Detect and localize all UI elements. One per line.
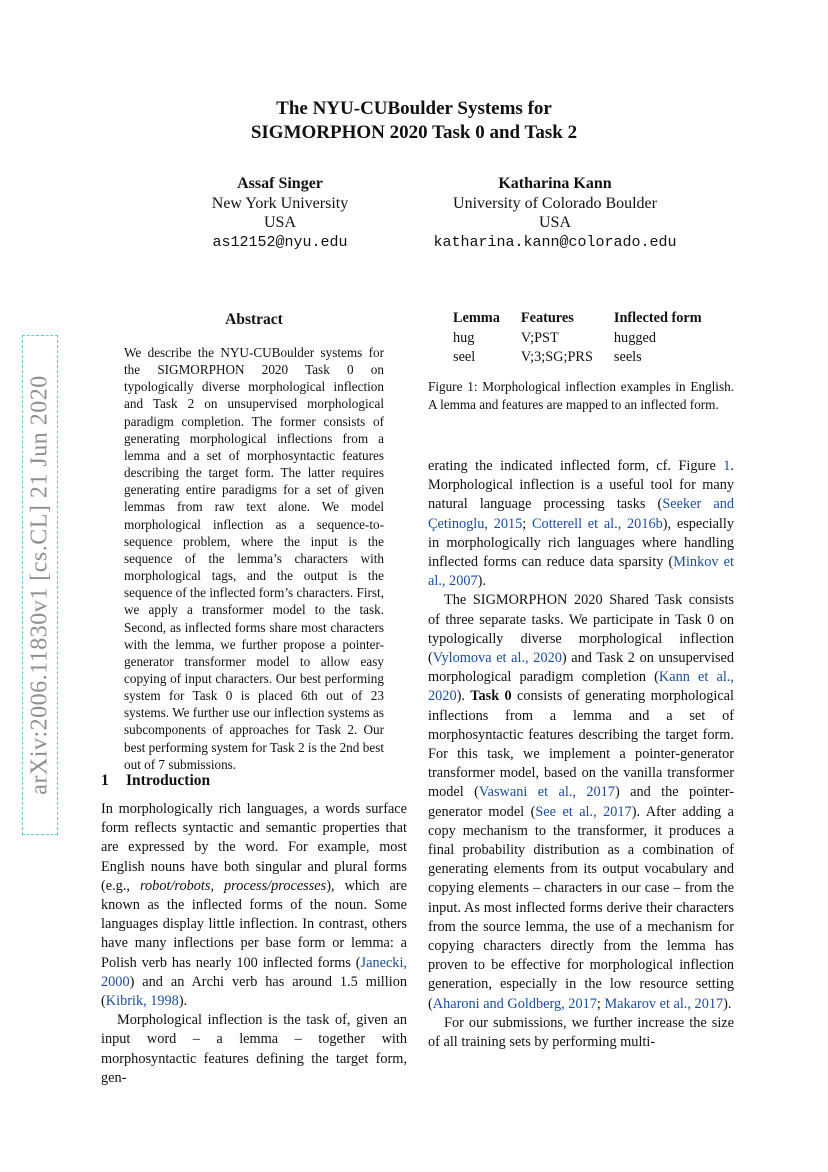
section-title: Introduction [126, 772, 211, 789]
abstract-text: We describe the NYU-CUBoulder systems for the SIGMORPHON 2020 Task 0 on typologically diverse morphological inflection and Task 2 on unsupervised morphological paradigm completion. The former consists of generating morphological inflections from a lemma and a set of morphosyntactic features describing the target form. The latter requires generating entire paradigms for a set of given lemmas from raw text alone. We model morphological inflection as a sequence-to-sequence problem, where the input is the sequence of the lemma’s characters with morphological tags, and the output is the sequence of the inflected form’s characters. First, we apply a transformer model to the task. Second, as inflected forms share most characters with the lemma, we further propose a pointer-generator transformer model to allow easy copying of input characters. Our best performing system for Task 0 is placed 6th out of 23 systems. We further use our inflection systems as subcomponents of approaches for Task 2. Our best performing system for Task 2 is the 2nd best out of 7 submissions. [124, 345, 384, 772]
figure-link[interactable]: 1 [723, 458, 731, 474]
table-cell: hug [453, 330, 475, 346]
title-line-1: The NYU-CUBoulder Systems for [276, 98, 552, 119]
citation-link[interactable]: Minkov et al., 2007 [428, 554, 734, 590]
bold-term: Task 0 [470, 688, 512, 705]
example-text: robot/robots [140, 877, 211, 894]
citation-link[interactable]: Vaswani et al., 2017 [478, 784, 615, 801]
author-block-1 [180, 174, 380, 252]
table-cell: V;3;SG;PRS [520, 349, 593, 365]
section-number: 1 [101, 772, 109, 789]
right-column-text [428, 457, 734, 1052]
table-cell: seels [613, 349, 642, 365]
left-column-text [101, 800, 407, 1088]
column-header: Lemma [453, 310, 500, 326]
column-header: Inflected form [613, 310, 702, 326]
author-country: USA [538, 214, 571, 232]
author-name: Assaf Singer [237, 175, 323, 192]
section-heading [101, 772, 210, 790]
citation-link[interactable]: Seeker and Çetinoglu, 2015 [428, 496, 734, 532]
citation-link[interactable]: Janecki, 2000 [101, 954, 407, 990]
author-affiliation: New York University [211, 194, 349, 212]
table-cell: V;PST [520, 330, 559, 346]
author-email[interactable]: as12152@nyu.edu [212, 233, 348, 251]
paper-title [0, 97, 828, 145]
author-block-2 [410, 174, 700, 252]
paragraph: Morphological inflection is the task of, given an input word – a lemma – together with morphosyntactic features defining the target form, gen- [101, 1012, 407, 1086]
table-cell: seel [453, 349, 476, 365]
column-header: Features [520, 310, 574, 326]
table-header-row [445, 309, 715, 329]
citation-link[interactable]: See et al., 2017 [535, 803, 632, 820]
paragraph: In morphologically rich languages, a words surface form reflects syntactic and semantic properties that are expressed by the word. For example, most English nouns have both singular and plural forms (e.g., robot/robots, process/processes), which are known as the inflected forms of the noun. Some languages display little inflection. In contrast, others have many inflections per base form or lemma: a Polish verb has nearly 100 inflected forms (Janecki, 2000) and an Archi verb has around 1.5 million (Kibrik, 1998). [101, 801, 407, 1010]
paragraph: For our submissions, we further increase the size of all training sets by performing multi- [428, 1014, 734, 1051]
example-text: process/processes [224, 877, 327, 894]
paragraph: erating the indicated inflected form, cf. Figure 1. Morphological inflection is a useful tool for many natural language processing tasks (Seeker and Çetinoglu, 2015; Cotterell et al., 2016b), especially in morphologically rich languages where handling inflected forms can reduce data sparsity (Minkov et al., 2007). [428, 458, 735, 590]
table-row [445, 348, 715, 367]
citation-link[interactable]: Kann et al., 2020 [428, 669, 734, 705]
title-line-2: SIGMORPHON 2020 Task 0 and Task 2 [250, 122, 578, 143]
table-row [445, 329, 715, 348]
citation-link[interactable]: Makarov et al., 2017 [604, 995, 724, 1012]
abstract-body [124, 344, 384, 773]
citation-link[interactable]: Aharoni and Goldberg, 2017 [432, 995, 597, 1012]
author-affiliation: University of Colorado Boulder [453, 194, 657, 212]
citation-link[interactable]: Cotterell et al., 2016b [532, 515, 663, 532]
figure-1-table [445, 309, 715, 367]
author-country: USA [263, 214, 296, 232]
abstract-heading: Abstract [225, 311, 283, 328]
author-name: Katharina Kann [498, 175, 612, 192]
arxiv-stamp[interactable] [22, 335, 58, 835]
citation-link[interactable]: Kibrik, 1998 [105, 993, 179, 1010]
arxiv-stamp-text: arXiv:2006.11830v1 [cs.CL] 21 Jun 2020 [26, 375, 53, 795]
table-cell: hugged [613, 330, 656, 346]
paragraph: The SIGMORPHON 2020 Shared Task consists of three separate tasks. We participate in Task 0 on typologically diverse morphological inflection (Vylomova et al., 2020) and Task 2 on unsupervised morphological paradigm completion (Kann et al., 2020). Task 0 consists of generating morphological inflections from a lemma and a set of morphosyntactic features describing the target form. For this task, we implement a pointer-generator transformer model, based on the vanilla transformer model (Vaswani et al., 2017) and the pointer-generator model (See et al., 2017). After adding a copy mechanism to the transformer, it produces a final probability distribution as a combination of generating elements from its output vocabulary and copying elements – characters in our case – from the input. As most inflected forms derive their characters from the source lemma, the use of a mechanism for copying characters directly from the lemma has proven to be effective for morphological inflection generation, especially in the low resource setting (Aharoni and Goldberg, 2017; Makarov et al., 2017). [428, 592, 735, 1012]
citation-link[interactable]: Vylomova et al., 2020 [432, 650, 562, 667]
author-email[interactable]: katharina.kann@colorado.edu [433, 233, 677, 251]
figure-1-caption: Figure 1: Morphological inflection examples in English. A lemma and features are mapped to an inflected form. [428, 379, 734, 412]
